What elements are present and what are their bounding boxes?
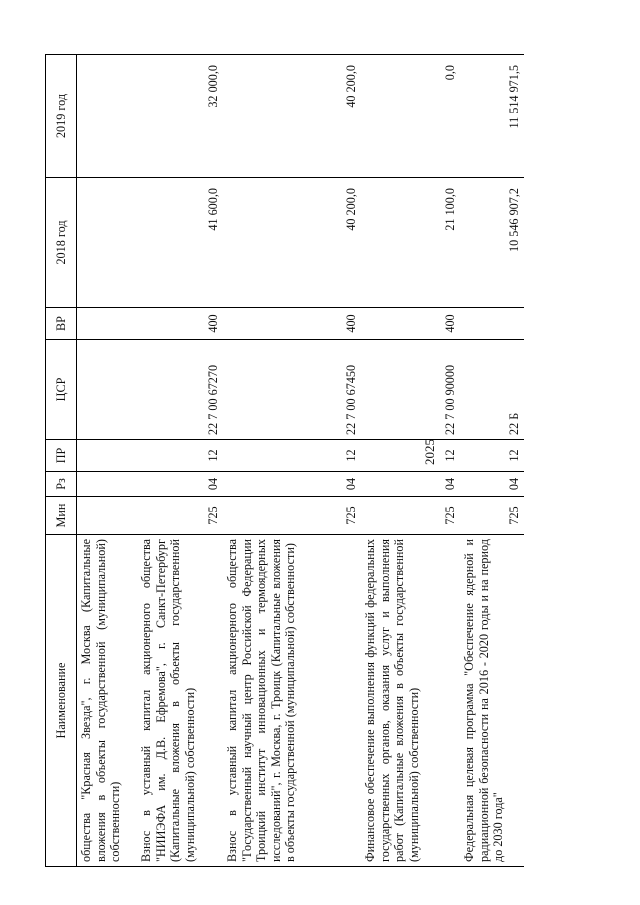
row-name: Финансовое обеспечение выполнения функций федеральных государственных органов, оказания услуг и выполнения работ (Капитальные вложения в объекты государственной (муниципальной) собственности) <box>361 535 460 867</box>
row-pr <box>77 440 138 472</box>
table-header-row <box>46 55 77 867</box>
row-csr: 22 7 00 67270 <box>137 340 223 440</box>
row-min: 725 <box>460 497 524 535</box>
row-2018 <box>77 178 138 308</box>
row-csr: 22 Б <box>460 340 524 440</box>
row-pr: 12 <box>460 440 524 472</box>
row-name: Взнос в уставный капитал акционерного общества "Государственный научный центр Российской Федерации Троицкий институт инновационных и термоядерных исследований", г. Москва, г. Троицк (Капитальные вложения в объекты государственной (муниципальной) собственности) <box>223 535 361 867</box>
budget-table <box>45 54 524 867</box>
page-number: 2025 <box>422 439 437 465</box>
row-min: 725 <box>361 497 460 535</box>
row-rz: 04 <box>137 472 223 497</box>
budget-table-container <box>45 55 600 867</box>
row-pr: 12 <box>223 440 361 472</box>
header-rz: Рз <box>46 472 77 497</box>
row-2018: 21 100,0 <box>361 178 460 308</box>
row-rz: 04 <box>460 472 524 497</box>
row-name: Федеральная целевая программа "Обеспечение ядерной и радиационной безопасности на 2016 - 2020 годы и на период до 2030 года" <box>460 535 524 867</box>
row-pr: 12 <box>361 440 460 472</box>
row-min: 725 <box>223 497 361 535</box>
row-name: Взнос в уставный капитал акционерного общества "НИИЭФА им. Д.В. Ефремова", г. Санкт-Петербург (Капитальные вложения в объекты государственной (муниципальной) собственности) <box>137 535 223 867</box>
header-pr: ПР <box>46 440 77 472</box>
row-vr <box>460 308 524 340</box>
row-2019: 32 000,0 <box>137 55 223 178</box>
row-pr: 12 <box>137 440 223 472</box>
row-name: общества "Красная Звезда", г. Москва (Капитальные вложения в объекты государственной (муниципальной) собственности) <box>77 535 138 867</box>
row-csr <box>77 340 138 440</box>
row-2019: 11 514 971,5 <box>460 55 524 178</box>
row-rz: 04 <box>361 472 460 497</box>
row-2018: 41 600,0 <box>137 178 223 308</box>
row-vr: 400 <box>137 308 223 340</box>
row-csr: 22 7 00 90000 <box>361 340 460 440</box>
table-row <box>223 55 361 867</box>
row-2018: 10 546 907,2 <box>460 178 524 308</box>
row-vr: 400 <box>361 308 460 340</box>
row-2019: 0,0 <box>361 55 460 178</box>
table-row <box>77 55 138 867</box>
header-2019: 2019 год <box>46 55 77 178</box>
header-vr: ВР <box>46 308 77 340</box>
row-2018: 40 200,0 <box>223 178 361 308</box>
row-rz: 04 <box>223 472 361 497</box>
table-row <box>361 55 460 867</box>
row-min: 725 <box>137 497 223 535</box>
header-name: Наименование <box>46 535 77 867</box>
row-2019: 40 200,0 <box>223 55 361 178</box>
row-2019 <box>77 55 138 178</box>
header-2018: 2018 год <box>46 178 77 308</box>
row-min <box>77 497 138 535</box>
table-row <box>460 55 524 867</box>
header-csr: ЦСР <box>46 340 77 440</box>
row-csr: 22 7 00 67450 <box>223 340 361 440</box>
row-vr: 400 <box>223 308 361 340</box>
table-row <box>137 55 223 867</box>
row-rz <box>77 472 138 497</box>
header-min: Мин <box>46 497 77 535</box>
row-vr <box>77 308 138 340</box>
